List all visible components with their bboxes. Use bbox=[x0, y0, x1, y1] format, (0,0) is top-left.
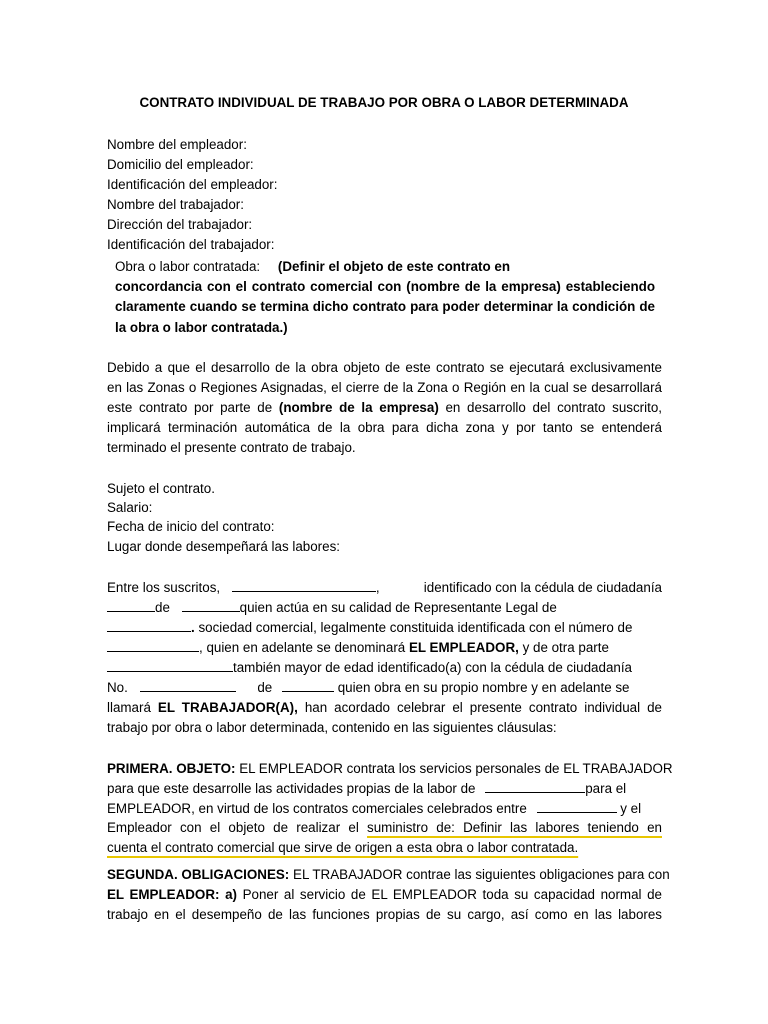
field-identificacion-trabajador: Identificación del trabajador: bbox=[107, 237, 275, 252]
blank-line bbox=[282, 679, 334, 692]
field-nombre-trabajador: Nombre del trabajador: bbox=[107, 197, 244, 212]
obra-line-3: claramente cuando se termina dicho contrato para poder determinar la condición de bbox=[115, 299, 655, 314]
obra-line-1 bbox=[115, 257, 655, 277]
para1-line-1: Debido a que el desarrollo de la obra objeto de este contrato se ejecutará exclusivamente bbox=[107, 360, 662, 375]
field-nombre-empleador: Nombre del empleador: bbox=[107, 137, 247, 152]
obra-bold-1: (Definir el objeto de este contrato en bbox=[277, 259, 511, 274]
blank-line bbox=[182, 599, 240, 612]
para2-line-1: Entre los suscritos, , identificado con la cédula de ciudadanía bbox=[107, 580, 662, 595]
clause2-heading: SEGUNDA. OBLIGACIONES: bbox=[107, 867, 290, 882]
obra-line-2: concordancia con el contrato comercial con (nombre de la empresa) estableciendo bbox=[115, 279, 655, 294]
clause1-line-3: EMPLEADOR, en virtud de los contratos comerciales celebrados entre y el bbox=[107, 801, 642, 816]
para1-line-2: en las Zonas o Regiones Asignadas, el cierre de la Zona o Región en la cual se desarrollará bbox=[107, 380, 662, 395]
field-direccion-trabajador: Dirección del trabajador: bbox=[107, 217, 253, 232]
para1-line-5: terminado el presente contrato de trabajo. bbox=[107, 440, 356, 455]
clause1-line-2: para que este desarrolle las actividades propias de la labor de para el bbox=[107, 781, 627, 796]
clause2-line-1: SEGUNDA. OBLIGACIONES: EL TRABAJADOR contrae las siguientes obligaciones para con bbox=[107, 867, 670, 882]
para2-line-7: llamará EL TRABAJADOR(A), han acordado celebrar el presente contrato individual de bbox=[107, 700, 662, 715]
clause1-line-1: PRIMERA. OBJETO: EL EMPLEADOR contrata los servicios personales de EL TRABAJADOR bbox=[107, 761, 673, 776]
para2-line-3: . sociedad comercial, legalmente constituida identificada con el número de bbox=[107, 618, 662, 638]
blank-line bbox=[107, 659, 233, 672]
blank-line bbox=[140, 679, 236, 692]
para2-line-4: , quien en adelante se denominará EL EMPLEADOR, y de otra parte bbox=[107, 638, 662, 658]
highlighted-text: suministro de: Definir las labores teniendo en bbox=[367, 820, 662, 835]
clause1-line-5 bbox=[107, 838, 662, 858]
obra-line-4: la obra o labor contratada.) bbox=[115, 320, 288, 335]
blank-line bbox=[485, 780, 585, 793]
blank-line bbox=[107, 639, 199, 652]
field-sujeto: Sujeto el contrato. bbox=[107, 481, 215, 496]
para2-line-2: de quien actúa en su calidad de Representante Legal de bbox=[107, 598, 662, 618]
para2-line-5: también mayor de edad identificado(a) con la cédula de ciudadanía bbox=[107, 658, 662, 678]
para1-line-4: implicará terminación automática de la obra para dicha zona y por tanto se entenderá bbox=[107, 420, 662, 435]
blank-line bbox=[537, 800, 617, 813]
obra-label: Obra o labor contratada: bbox=[115, 259, 261, 274]
highlighted-text: cuenta el contrato comercial que sirve de origen a esta obra o labor contratada. bbox=[107, 840, 579, 855]
blank-line bbox=[107, 599, 155, 612]
field-lugar: Lugar donde desempeñará las labores: bbox=[107, 539, 341, 554]
blank-line bbox=[232, 579, 376, 592]
field-identificacion-empleador: Identificación del empleador: bbox=[107, 177, 278, 192]
field-salario: Salario: bbox=[107, 500, 153, 515]
clause2-line-2: EL EMPLEADOR: a) Poner al servicio de EL EMPLEADOR toda su capacidad normal de bbox=[107, 887, 662, 902]
clause1-line-4: Empleador con el objeto de realizar el suministro de: Definir las labores teniendo en bbox=[107, 820, 662, 835]
para1-line-3: este contrato por parte de (nombre de la empresa) en desarrollo del contrato suscrito, bbox=[107, 400, 662, 415]
field-fecha-inicio: Fecha de inicio del contrato: bbox=[107, 519, 275, 534]
clause1-heading: PRIMERA. OBJETO: bbox=[107, 761, 236, 776]
blank-line bbox=[107, 619, 191, 632]
field-domicilio-empleador: Domicilio del empleador: bbox=[107, 157, 254, 172]
clause2-line-3: trabajo en el desempeño de las funciones propias de su cargo, así como en las labores bbox=[107, 907, 662, 922]
para2-line-8: trabajo por obra o labor determinada, contenido en las siguientes cláusulas: bbox=[107, 720, 557, 735]
para2-line-6: No. de quien obra en su propio nombre y en adelante se bbox=[107, 680, 630, 695]
document-title: CONTRATO INDIVIDUAL DE TRABAJO POR OBRA O LABOR DETERMINADA bbox=[139, 95, 629, 110]
